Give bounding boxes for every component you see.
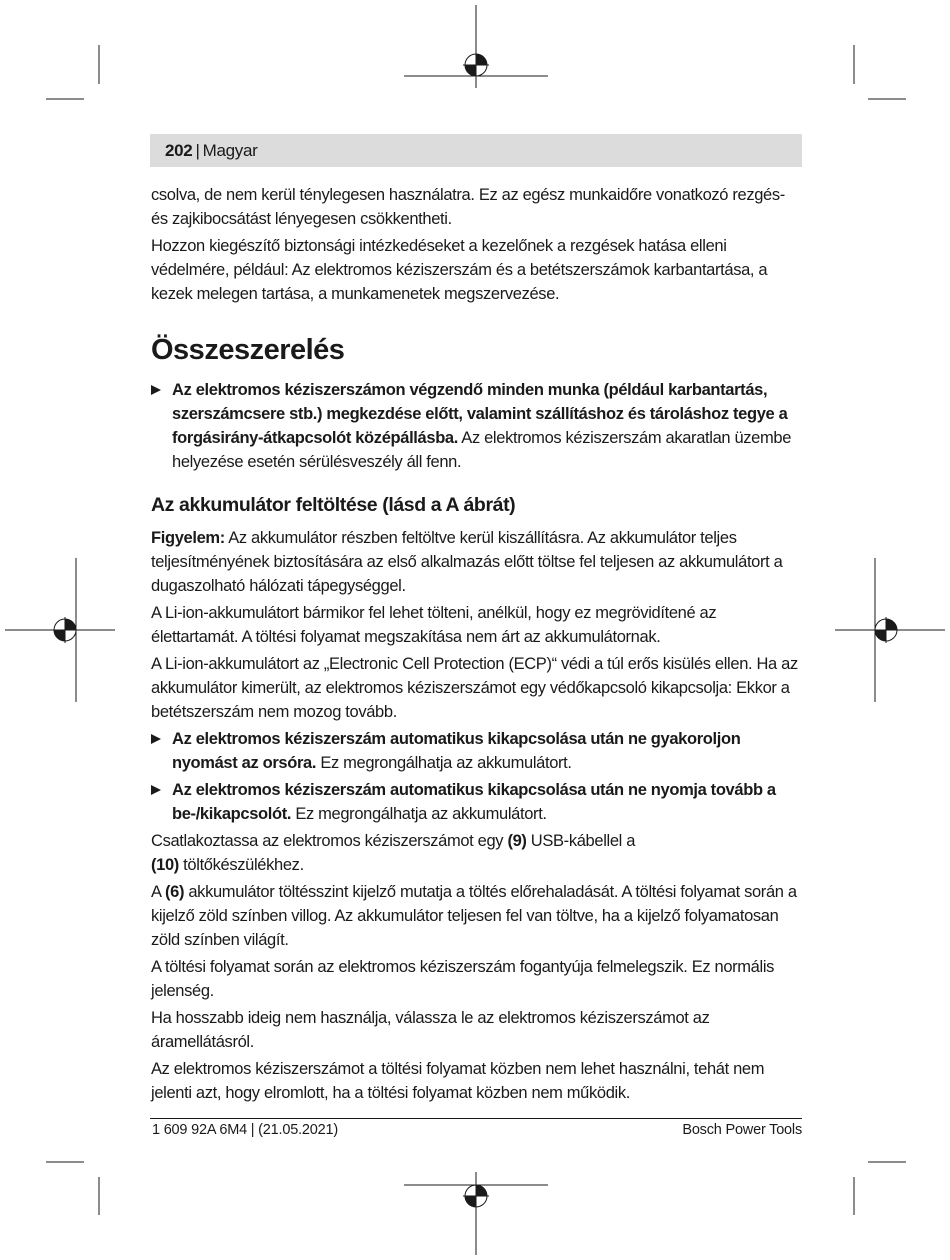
note-label: Figyelem: [151,529,225,547]
connect-text-b: USB-kábellel a [526,832,636,850]
connect-text-a: Csatlakoztassa az elektromos kéziszerszámot egy [151,832,508,850]
safety-bullet-text: Az elektromos kéziszerszám akaratlan üzembe helyezése esetén sérülésveszély áll fenn. [172,429,792,471]
warning-bullet-1-text: Ez megrongálhatja az akkumulátort. [316,754,572,772]
warning-bullet-2-bold: Az elektromos kéziszerszám automatikus kikapcsolása után ne nyomja tovább a be-/kikapcsolót. [172,781,776,823]
warning-bullet-2-text: Ez megrongálhatja az akkumulátort. [291,805,547,823]
ref-charger: (10) [151,856,179,874]
warning-bullet-1 [151,727,801,775]
charging-paragraph-2: A Li-ion-akkumulátort az „Electronic Cell Protection (ECP)“ védi a túl erős kisülés ellen. Ha az akkumulátor kimerült, az elektromos kéziszerszámot egy védőkapcsoló kikapcsolja: Ekkor a betétszerszám nem mozog tovább. [151,655,798,721]
charging-paragraph-1: A Li-ion-akkumulátort bármikor fel lehet tölteni, anélkül, hogy ez megrövidítené az élettartamát. A töltési folyamat megszakítása nem árt az akkumulátornak. [151,604,717,646]
indicator-text-b: akkumulátor töltésszint kijelző mutatja a töltés előrehaladását. A töltési folyamat során a kijelző zöld színben villog. Az akkumulátor teljesen fel van töltve, ha a kijelző folyamatosan zöld színben világít. [151,883,797,949]
header-separator: | [195,141,200,160]
section-title-charging: Az akkumulátor feltöltése (lásd a A ábrát) [151,494,516,516]
bullet-triangle-icon [151,385,161,395]
ref-indicator: (6) [164,883,185,901]
connect-paragraph [151,829,801,877]
ref-usb-cable: (9) [507,832,527,850]
bullet-triangle-icon [151,785,161,795]
footer-doc-id: 1 609 92A 6M4 | (21.05.2021) [152,1122,339,1138]
connect-text-c: töltőkészülékhez. [178,856,304,874]
page-number: 202 [165,141,193,160]
indicator-paragraph [151,880,801,952]
warning-bullet-2 [151,778,801,826]
header-language: Magyar [202,141,258,160]
note-text: Az akkumulátor részben feltöltve kerül kiszállításra. Az akkumulátor teljes teljesítményének biztosítására az első alkalmazás előtt töltse fel teljesen az akkumulátort a dugaszolható hálózati tápegységgel. [151,529,783,595]
indicator-text-a: A [151,883,165,901]
page-content [151,183,801,1108]
intro-paragraph-1: csolva, de nem kerül ténylegesen használatra. Ez az egész munkaidőre vonatkozó rezgés- és zajkibocsátást lényegesen csökkentheti. [151,186,785,228]
safety-bullet [151,378,801,474]
warning-bullet-1-bold: Az elektromos kéziszerszám automatikus kikapcsolása után ne gyakoroljon nyomást az orsóra. [172,730,741,772]
page-header [165,141,257,161]
note-paragraph [151,526,801,598]
footer-rule [150,1118,802,1119]
bullet-triangle-icon [151,734,161,744]
charging-paragraph-3: A töltési folyamat során az elektromos kéziszerszám fogantyúja felmelegszik. Ez normális jelenség. [151,958,775,1000]
footer-brand: Bosch Power Tools [682,1122,802,1138]
safety-bullet-bold: Az elektromos kéziszerszámon végzendő minden munka (például karbantartás, szerszámcsere stb.) megkezdése előtt, valamint szállításhoz és tároláshoz tegye a forgásirány-átkapcsolót középállásba. [172,381,788,447]
charging-paragraph-5: Az elektromos kéziszerszámot a töltési folyamat közben nem lehet használni, tehát nem jelenti azt, hogy elromlott, ha a töltési folyamat közben nem működik. [151,1060,765,1102]
intro-paragraph-2: Hozzon kiegészítő biztonsági intézkedéseket a kezelőnek a rezgések hatása elleni védelmére, például: Az elektromos kéziszerszám és a betétszerszámok karbantartása, a kezek melegen tartása, a munkamenetek megszervezése. [151,237,768,303]
section-title-assembly: Összeszerelés [151,334,345,366]
charging-paragraph-4: Ha hosszabb ideig nem használja, válassza le az elektromos kéziszerszámot az áramellátásról. [151,1009,710,1051]
